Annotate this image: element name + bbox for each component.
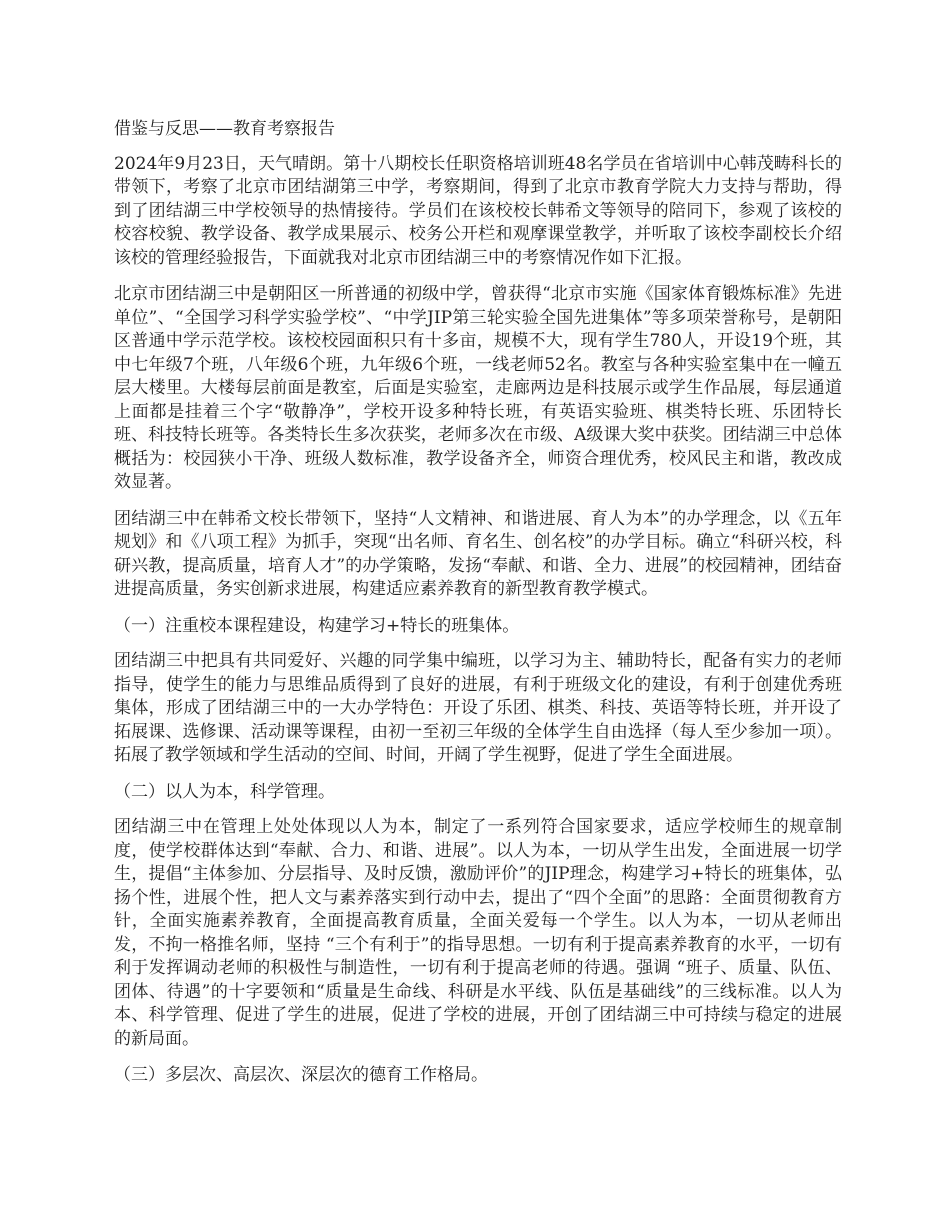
document-page	[114, 118, 842, 1100]
intro-paragraph: 2024年9月23日，天气晴朗。第十八期校长任职资格培训班48名学员在省培训中心韩茂畴科长的带领下，考察了北京市团结湖第三中学，考察期间，得到了北京市教育学院大力支持与帮助，得到了团结湖三中学校领导的热情接待。学员们在该校校长韩希文等领导的陪同下，参观了该校的校容校貌、教学设备、教学成果展示、校务公开栏和观摩课堂教学，并听取了该校李副校长介绍该校的管理经验报告，下面就我对北京市团结湖三中的考察情况作如下汇报。	[114, 153, 842, 268]
school-philosophy-paragraph: 团结湖三中在韩希文校长带领下，坚持“人文精神、和谐进展、育人为本”的办学理念，以《五年规划》和《八项工程》为抓手，突现“出名师、育名生、创名校”的办学目标。确立“科研兴校，科研兴教，提高质量，培育人才”的办学策略，发扬“奉献、和谐、全力、进展”的校园精神，团结奋进提高质量，务实创新求进展，构建适应素养教育的新型教育教学模式。	[114, 508, 842, 599]
section-heading-2: （二）以人为本，科学管理。	[114, 781, 335, 802]
document-title: 借鉴与反思——教育考察报告	[114, 119, 335, 139]
section-heading-3: （三）多层次、高层次、深层次的德育工作格局。	[114, 1065, 488, 1085]
school-overview-paragraph: 北京市团结湖三中是朝阳区一所普通的初级中学，曾获得“北京市实施《国家体育锻炼标准》先进单位”、“全国学习科学实验学校”、“中学JIP第三轮实验全国先进集体”等多项荣誉称号，是朝阳区普通中学示范学校。该校校园面积只有十多亩，规模不大，现有学生780人，开设19个班，其中七年级7个班，八年级6个班，九年级6个班，一线老师52名。教室与各种实验室集中在一幢五层大楼里。大楼每层前面是教室，后面是实验室，走廊两边是科技展示或学生作品展，每层通道上面都是挂着三个字“敬静净”，学校开设多种特长班，有英语实验班、棋类特长班、乐团特长班、科技特长班等。各类特长生多次获奖，老师多次在市级、A级课大奖中获奖。团结湖三中总体概括为：校园狭小干净、班级人数标准，教学设备齐全，师资合理优秀，校风民主和谐，教改成效显著。	[114, 284, 842, 492]
section-body-2: 团结湖三中在管理上处处体现以人为本，制定了一系列符合国家要求，适应学校师生的规章制度，使学校群体达到“奉献、合力、和谐、进展”。以人为本，一切从学生出发，全面进展一切学生，提倡“主体参加、分层指导、及时反馈，激励评价”的JIP理念，构建学习+特长的班集体，弘扬个性，进展个性，把人文与素养落实到行动中去，提出了“四个全面”的思路：全面贯彻教育方针，全面实施素养教育，全面提高教育质量，全面关爱每一个学生。以人为本，一切从老师出发，不拘一格推名师，坚持 “三个有利于”的指导思想。一切有利于提高素养教育的水平，一切有利于发挥调动老师的积极性与制造性，一切有利于提高老师的待遇。强调 “班子、质量、队伍、团体、待遇”的十字要领和“质量是生命线、科研是水平线、队伍是基础线”的三线标准。以人为本、科学管理、促进了学生的进展，促进了学校的进展，开创了团结湖三中可持续与稳定的进展的新局面。	[114, 817, 842, 1049]
section-heading-1: （一）注重校本课程建设，构建学习+特长的班集体。	[114, 615, 520, 636]
section-body-1: 团结湖三中把具有共同爱好、兴趣的同学集中编班，以学习为主、辅助特长，配备有实力的老师指导，使学生的能力与思维品质得到了良好的进展，有利于班级文化的建设，有利于创建优秀班集体，形成了团结湖三中的一大办学特色：开设了乐团、棋类、科技、英语等特长班，并开设了拓展课、选修课、活动课等课程，由初一至初三年级的全体学生自由选择（每人至少参加一项）。拓展了教学领域和学生活动的空间、时间，开阔了学生视野，促进了学生全面进展。	[114, 651, 842, 765]
